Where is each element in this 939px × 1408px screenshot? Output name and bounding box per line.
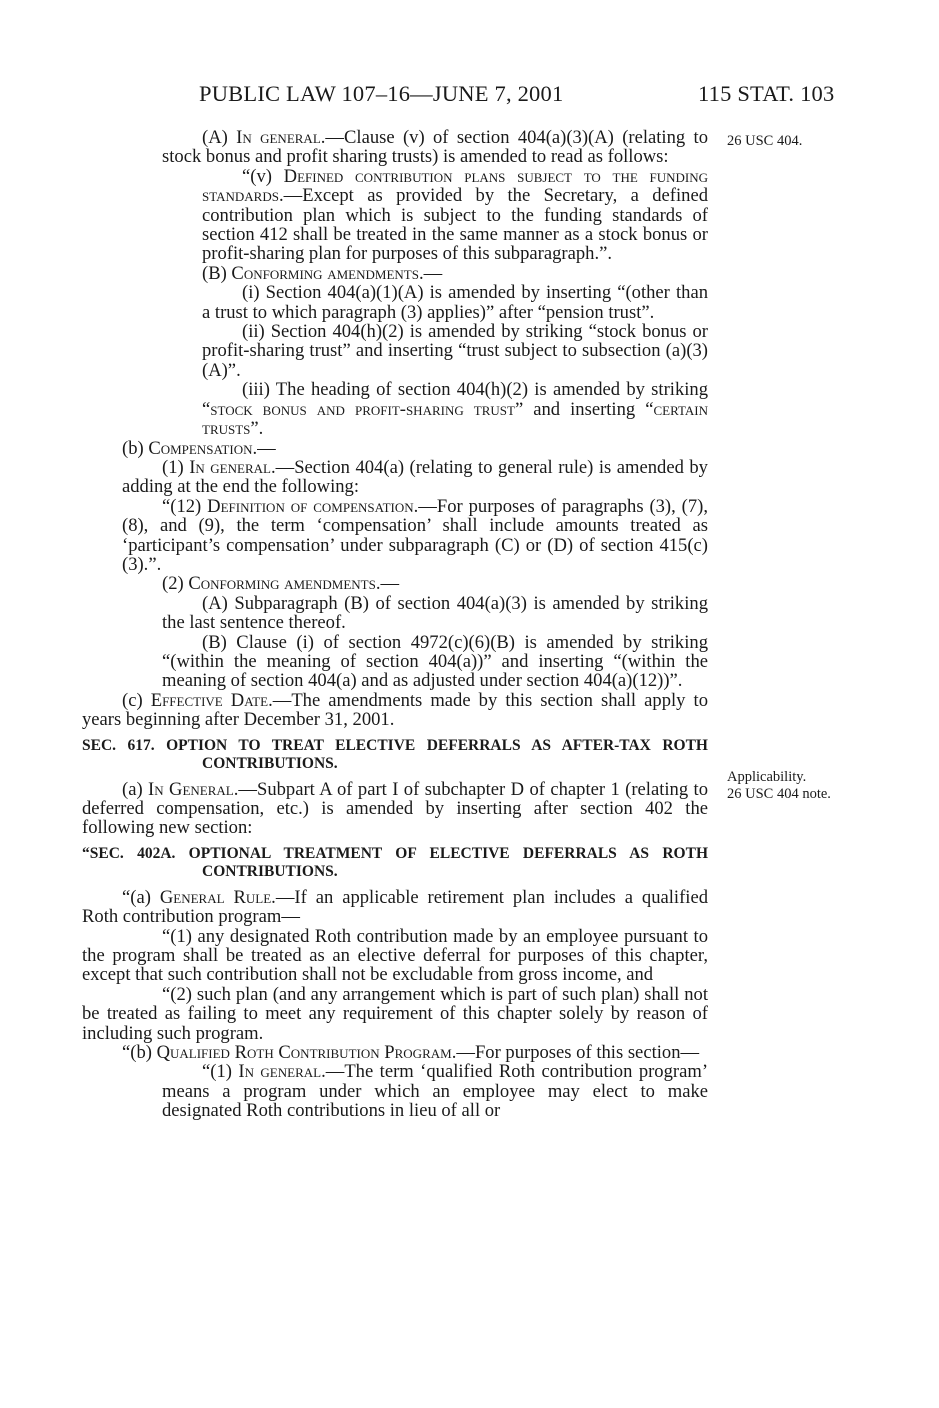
- qualified-roth-program: “(b) Qualified Roth Contribution Program.—For purposes of this section—: [122, 1042, 700, 1064]
- clause-ii: (ii) Section 404(h)(2) is amended by striking “stock bonus or profit-sharing trust” and inserting “trust subject to subsection (a)(3)(A)”.: [202, 321, 708, 381]
- conforming-b: (B) Clause (i) of section 4972(c)(6)(B) is amended by striking “(within the meaning of section 404(a))” and inserting “(within the meaning of section 404(a) and as adjusted under section 404(a)(12))”.: [162, 631, 708, 692]
- conforming-a: (A) Subparagraph (B) of section 404(a)(3) is amended by striking the last sentence thereof.: [162, 592, 708, 634]
- qualified-roth-1-in-general: “(1) In general.—The term ‘qualified Roth contribution program’ means a program under which an employee may elect to make designated Roth contributions in lieu of all or: [162, 1061, 709, 1122]
- compensation-2-conforming: (2) Conforming amendments.—: [162, 573, 400, 595]
- margin-note-usc-note: 26 USC 404 note.: [727, 786, 831, 802]
- margin-note-usc: 26 USC 404.: [727, 133, 803, 149]
- clause-iii: (iii) The heading of section 404(h)(2) is amended by striking “stock bonus and profit-sharing trust” and inserting “certain trusts”.: [202, 379, 708, 440]
- running-header-title: PUBLIC LAW 107–16—JUNE 7, 2001: [199, 81, 564, 106]
- paragraph-b-conforming: (B) Conforming amendments.—: [202, 262, 443, 284]
- subsection-b-compensation: (b) Compensation.—: [122, 437, 276, 459]
- page-stat-number: 115 STAT. 103: [698, 81, 835, 106]
- margin-note-applicability: Applicability.: [727, 769, 807, 785]
- section-402a-heading: “SEC. 402A. OPTIONAL TREATMENT OF ELECTIVE DEFERRALS AS ROTH CONTRIBUTIONS.: [82, 844, 708, 880]
- general-rule-2: “(2) such plan (and any arrangement which is part of such plan) shall not be treated as failing to meet any requirement of this chapter solely by reason of including such program.: [82, 983, 708, 1044]
- clause-v-text: “(v) Defined contribution plans subject to the funding standards.—Except as provided by the Secretary, a defined contribution plan which is subject to the funding standards of section 412 shall be treated in the same manner as a stock bonus or profit-sharing plan for purposes of this subparagraph.”.: [202, 165, 708, 265]
- paragraph-a-in-general: (A) In general.—Clause (v) of section 404(a)(3)(A) (relating to stock bonus and profit sharing trusts) is amended to read as follows:: [162, 127, 708, 168]
- compensation-12-definition: “(12) Definition of compensation.—For purposes of paragraphs (3), (7), (8), and (9), the term ‘compensation’ shall include amounts treated as ‘participant’s compensation’ under subparagraph (C) or (D) of section 415(c)(3).”.: [122, 495, 708, 575]
- clause-i: (i) Section 404(a)(1)(A) is amended by inserting “(other than a trust to which paragraph (3) applies)” after “pension trust”.: [202, 282, 708, 323]
- compensation-1-in-general: (1) In general.—Section 404(a) (relating to general rule) is amended by adding at the end the following:: [122, 456, 708, 498]
- subsection-c-effective-date: (c) Effective Date.—The amendments made by this section shall apply to years beginning after December 31, 2001.: [82, 689, 708, 731]
- section-617-a: (a) In General.—Subpart A of part I of subchapter D of chapter 1 (relating to deferred compensation, etc.) is amended by inserting after section 402 the following new section:: [82, 778, 709, 839]
- general-rule-1: “(1) any designated Roth contribution made by an employee pursuant to the program shall be treated as an elective deferral for purposes of this chapter, except that such contribution shall not be excludable from gross income, and: [82, 925, 708, 986]
- section-617-heading: SEC. 617. OPTION TO TREAT ELECTIVE DEFERRALS AS AFTER-TAX ROTH CONTRIBUTIONS.: [82, 736, 708, 772]
- statute-body: [82, 128, 708, 1121]
- general-rule: “(a) General Rule.—If an applicable retirement plan includes a qualified Roth contribution program—: [82, 886, 708, 928]
